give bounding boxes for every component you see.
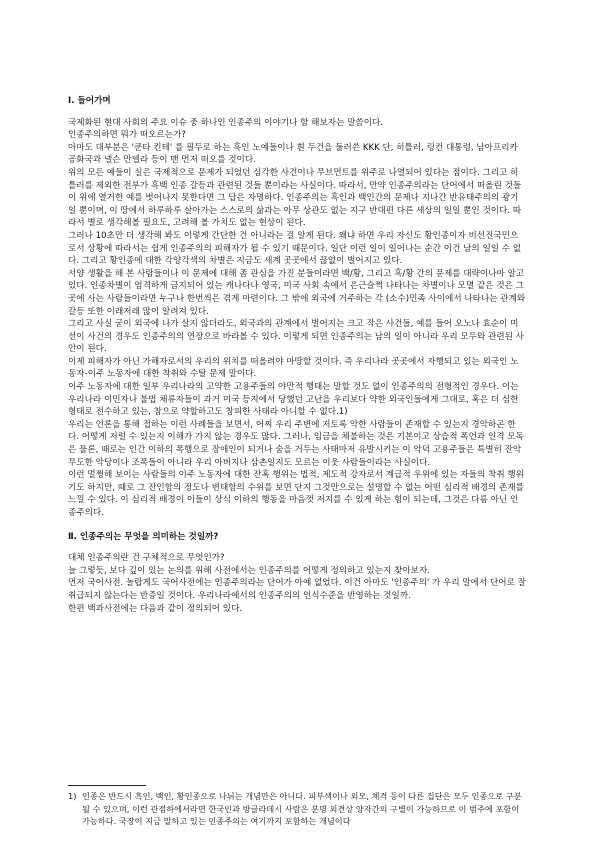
section-2-text: 대체 인종주의란 건 구체적으로 무엇인가? 늘 그렇듯, 보다 깊이 있는 논의를 위해 사전에서는 인종주의를 어떻게 정의하고 있는지 찾아보자. 먼저 국어사전. 놀랍게도 국어사전에는 인종주의라는 단어가 아예 없었다. 이건 아마도 '인종주의' 가 우리 말에서 단어로 잘 취급되지 않는다는 반증일 것이다. 우리나라에서의 인종주의의 인식수준을 반영하는 것일까. 한편 백과사전에는 다음과 같이 정의되어 있다. — [68, 553, 526, 614]
footnote-number: 1) — [68, 791, 77, 801]
section-2-heading: Ⅱ. 인종주의는 무엇을 의미하는 것일까? — [68, 531, 219, 542]
section-1-heading: Ⅰ. 들어가며 — [68, 96, 111, 106]
footnote-text: 인종은 반드시 흑인, 백인, 황인종으로 나뉘는 개념만은 아니다. 피부색이나 외모, 체격 등이 다른 집단은 모두 인종으로 구분될 수 있으며, 이런 관점하에서라면 한국인과 방글라데시 사람은 분명 외견상 양자간의 구별이 가능하므로 이 범주에 포함이 가능하다. 국장이 지금 말하고 있는 인종주의는 여기까지 포함하는 개념이다 — [82, 791, 522, 827]
section-1-text: 국제화된 현대 사회의 주요 이슈 중 하나인 인종주의 이야기나 함 해보자는 말씀이다. 인종주의하면 뭐가 떠오르는가? 아마도 대부분은 '쿤타 킨테' 를 필두로 하는 흑인 노예들이나 흰 두건을 둘러쓴 KKK 단, 히틀러, 링컨 대통령, 남아프리카 공화국과 넬슨 만델라 등이 맨 먼저 떠오를 것이다. 위의 모든 예들이 실은 국제적으로 문제가 되었던 심각한 사건이나 무브먼트를 위주로 나열되어 있다는 점이다. 그리고 히틀러를 제외한 전부가 흑백 인종 갈등과 관련된 것들 뿐이라는 사실이다. 따라서, 만약 인종주의라는 단어에서 떠올린 것들이 위에 열거한 예를 벗어나지 못한다면 그 답은 자명하다. 인종주의는 흑인과 백인간의 문제나 지나간 반유태주의의 광기일 뿐이며, 이 땅에서 하루하루 살아가는 스스로의 삶과는 아무 상관도 없는 지구 반대편 다른 세상의 일일 뿐인 것이다. 따라서 별로 생각해볼 필요도, 고려해 볼 가치도 없는 현상이 된다. 그러나 10초만 더 생각해 봐도 이렇게 간단한 건 아니라는 걸 알게 된다. 왜냐 하면 우리 자신도 황인종이자 비선진국민으로서 상황에 따라서는 쉽게 인종주의의 피해자가 될 수 있기 때문이다. 일단 이런 일이 일어나는 순간 이건 남의 일일 수 없다. 그리고 황인종에 대한 각양각색의 차별은 지금도 세계 곳곳에서 끊없이 벌어지고 있다. 서양 생활을 해 본 사람들이나 이 문제에 대해 좀 관심을 가진 분들이라면 백/황, 그리고 흑/황 간의 문제를 대략이나마 알고 있다. 인종차별이 엄격하게 금지되어 있는 캐나다나 영국, 미국 사회 속에서 은근슬쩍 나타나는 차별이나 모멸 같은 것은 그곳에 사는 사람들이라면 누구나 한번씩은 겪게 마련이다. 그 밖에 외국에 거주하는 각 (소수)민족 사이에서 나타나는 관계와 갈등 또한 이래저래 많이 알려져 있다. 그리고 사실 굳이 외국에 나가 살지 않더라도, 외국과의 관계에서 벌어지는 크고 작은 사건들, 예를 들어 오노나 효순이 미선이 사건의 경우도 인종주의의 연장으로 바라볼 수 있다. 이렇게 되면 인종주의는 남의 일이 아니라 우리 모두와 관련된 사안이 된다. 이제 피해자가 아닌 가해자로서의 우리의 위치를 떠올려야 마땅할 것이다. 즉 우리나라 곳곳에서 자행되고 있는 외국인 노동자-이주 노동자에 대한 착취와 수탈 문제 말이다. 이주 노동자에 대한 일부 우리나라의 고약한 고용주들의 야만적 행태는 말할 것도 없이 인종주의의 전형적인 경우다. 이는 우리나라 이민자나 불법 체류자들이 과거 미국 등지에서 당했던 고난을 우리보다 약한 외국인들에게 그대로, 혹은 더 심한 형태로 전수하고 있는, 참으로 약할하고도 창피한 사태라 아니할 수 없다.1) 우리는 언론을 통해 접하는 이런 사례들을 보면서, 어찌 우리 주변에 저토록 악한 사람들이 존재할 수 있는지 경악하곤 한다. 어떻게 저럴 수 있는지 이해가 가지 않는 경우도 많다. 그러나, 임금을 체불하는 것은 기본이고 상습적 폭언과 인격 모독은 물론, 때로는 인간 이하의 폭행으로 장애인이 되거나 숨을 거두는 사태마저 유발시키는 이 악덕 고용주들은 특별히 잔악무도한 악당이나 조폭들이 아니라 우리 아버지나 삼촌일지도 모르는 이웃 사람들이라는 사실이다. 이런 멀쩡해 보이는 사람들의 이주 노동자에 대한 잔혹 행위는 법적, 제도적 강자로서 계급적 우위에 있는 자들의 착취 행위기도 하지만, 때로 그 잔인함의 정도나 변태함의 수위를 보면 단지 그것만으로는 설명할 수 없는 어떤 심리적 배경의 존재를 느낄 수 있다. 이 심리적 배경이 이들이 상식 이하의 행동을 마음껏 저지를 수 있게 하는 힘이 되는데, 그것은 다름 아닌 인종주의다. — [68, 117, 526, 518]
footnote-divider — [68, 785, 146, 786]
footnote — [68, 790, 528, 828]
document-body — [68, 95, 526, 615]
